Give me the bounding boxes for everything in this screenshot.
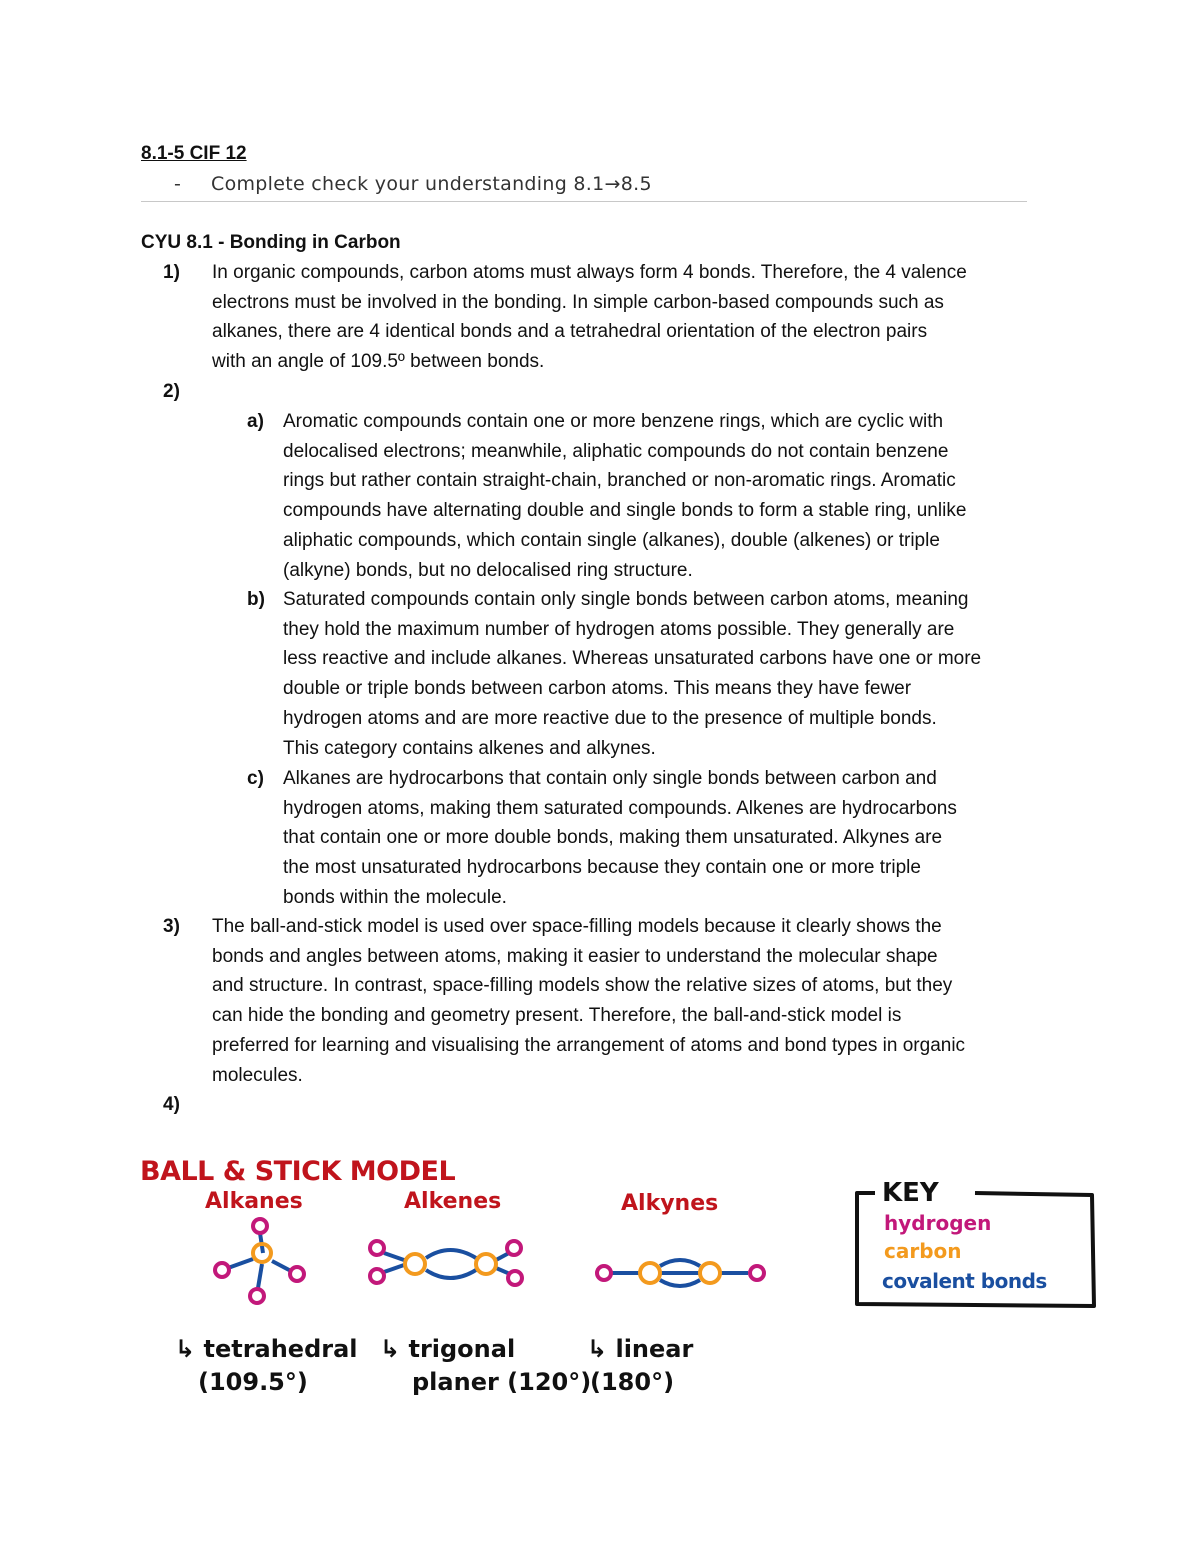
question-number-4: 4)	[163, 1094, 180, 1115]
answer-line: delocalised electrons; meanwhile, aliphatic compounds do not contain benzene	[283, 440, 949, 462]
answer-1	[212, 258, 967, 377]
section-title: CYU 8.1 - Bonding in Carbon	[141, 232, 401, 253]
question-number-3: 3)	[163, 916, 180, 937]
legend-key	[857, 1178, 1094, 1306]
horizontal-rule	[141, 201, 1027, 202]
alkenes-shape: ↳ trigonal	[380, 1335, 516, 1363]
alkanes-shape: ↳ tetrahedral	[175, 1335, 358, 1363]
question-number-2: 2)	[163, 381, 180, 402]
answer-line: This category contains alkenes and alkynes.	[283, 737, 656, 759]
answer-line: Saturated compounds contain only single bonds between carbon atoms, meaning	[283, 589, 969, 610]
alkane-model	[215, 1219, 304, 1303]
answer-line: (alkyne) bonds, but no delocalised ring structure.	[283, 559, 693, 581]
answer-line: the most unsaturated hydrocarbons because they contain one or more triple	[283, 857, 921, 879]
key-title: KEY	[882, 1178, 939, 1208]
answer-line: can hide the bonding and geometry present. Therefore, the ball-and-stick model is	[212, 1005, 902, 1027]
answer-line: alkanes, there are 4 identical bonds and a tetrahedral orientation of the electron pairs	[212, 321, 928, 343]
key-bonds: covalent bonds	[882, 1269, 1047, 1293]
key-hydrogen: hydrogen	[884, 1211, 992, 1235]
alkyne-model	[597, 1260, 764, 1286]
answer-line: bonds within the molecule.	[283, 886, 507, 908]
alkynes-angle: (180°)	[590, 1368, 675, 1396]
answer-line: with an angle of 109.5º between bonds.	[212, 351, 545, 373]
answer-2a	[283, 407, 966, 585]
alkanes-label: Alkanes	[205, 1189, 303, 1214]
answer-line: The ball-and-stick model is used over space-filling models because it clearly shows the	[212, 916, 942, 937]
alkanes-angle: (109.5°)	[198, 1368, 308, 1396]
sketch-title: BALL & STICK MODEL	[140, 1156, 456, 1187]
answer-line: that contain one or more double bonds, making them unsaturated. Alkynes are	[283, 827, 943, 849]
answer-line: preferred for learning and visualising the arrangement of atoms and bond types in organic	[212, 1034, 966, 1056]
answer-2b	[283, 585, 981, 763]
alkynes-shape: ↳ linear	[587, 1335, 694, 1363]
answer-line: aliphatic compounds, which contain single (alkanes), double (alkenes) or triple	[283, 529, 940, 551]
task-text: Complete check your understanding 8.1→8.5	[211, 173, 652, 195]
answer-line: less reactive and include alkanes. Whereas unsaturated carbons have one or more	[283, 648, 982, 670]
question-number-1: 1)	[163, 262, 180, 283]
ball-and-stick-sketch	[0, 1140, 1200, 1440]
answer-line: rings but rather contain straight-chain, branched or non-aromatic rings. Aromatic	[283, 470, 956, 492]
alkynes-label: Alkynes	[621, 1191, 719, 1216]
answer-line: hydrogen atoms and are more reactive due to the presence of multiple bonds.	[283, 707, 937, 729]
answer-line: compounds have alternating double and single bonds to form a stable ring, unlike	[283, 500, 967, 522]
answer-2c	[283, 764, 957, 913]
answer-line: molecules.	[212, 1064, 303, 1086]
answer-line: hydrogen atoms, making them saturated compounds. Alkenes are hydrocarbons	[283, 797, 957, 819]
answer-3	[212, 912, 965, 1090]
answer-line: they hold the maximum number of hydrogen atoms possible. They generally are	[283, 618, 955, 640]
task-line	[174, 173, 652, 195]
alkene-model	[370, 1241, 522, 1285]
answer-line: bonds and angles between atoms, making it easier to understand the molecular shape	[212, 945, 938, 967]
sub-question-b: b)	[247, 589, 265, 610]
answer-line: Alkanes are hydrocarbons that contain only single bonds between carbon and	[283, 768, 937, 789]
answer-line: electrons must be involved in the bonding. In simple carbon-based compounds such as	[212, 291, 944, 313]
key-carbon: carbon	[884, 1239, 962, 1263]
alkenes-angle: planer (120°)	[412, 1368, 592, 1396]
document-title: 8.1-5 CIF 12	[141, 143, 247, 164]
answer-line: and structure. In contrast, space-filling models show the relative sizes of atoms, but they	[212, 975, 953, 997]
alkenes-label: Alkenes	[404, 1189, 502, 1214]
sub-question-c: c)	[247, 768, 264, 789]
answer-line: Aromatic compounds contain one or more benzene rings, which are cyclic with	[283, 411, 944, 432]
sub-question-a: a)	[247, 411, 264, 432]
answer-line: double or triple bonds between carbon atoms. This means they have fewer	[283, 678, 912, 700]
answer-line: In organic compounds, carbon atoms must always form 4 bonds. Therefore, the 4 valence	[212, 262, 967, 283]
task-dash: -	[174, 173, 182, 195]
